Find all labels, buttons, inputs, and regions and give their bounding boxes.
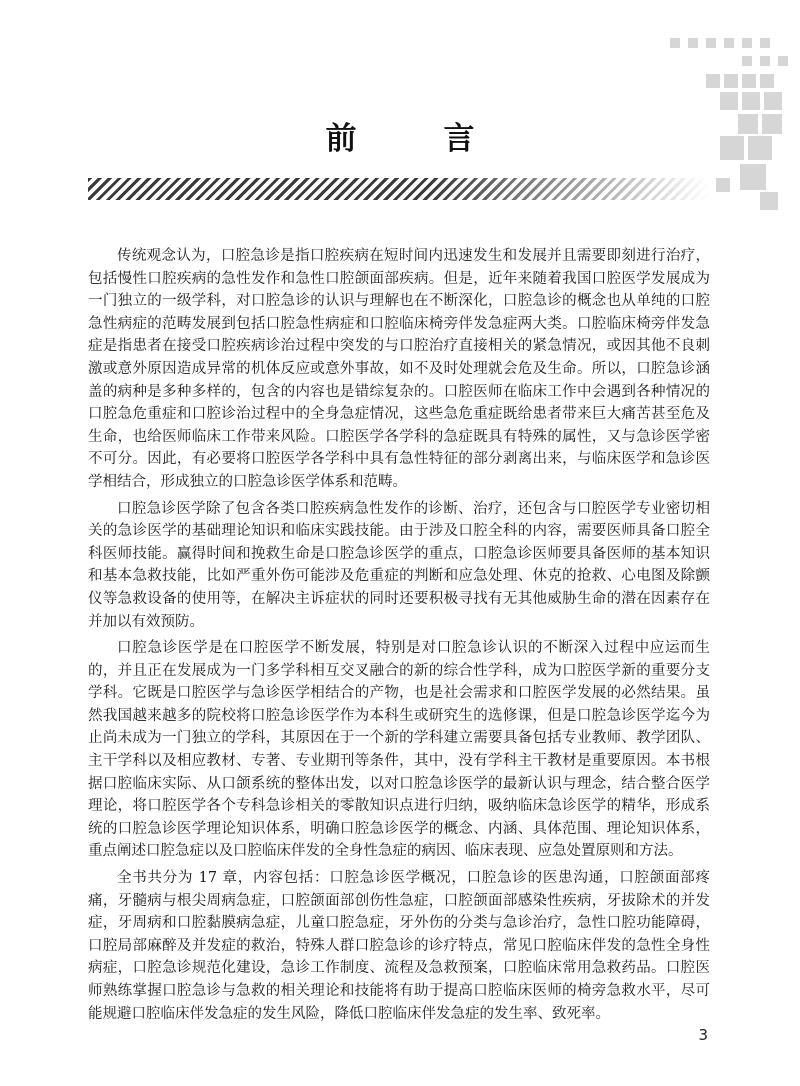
page-number: 3 — [698, 1026, 708, 1044]
decorative-square — [764, 92, 782, 110]
preface-body — [88, 245, 710, 1029]
paragraph: 全书共分为 17 章，内容包括：口腔急诊医学概况，口腔急诊的医患沟通，口腔颌面部疼痛，牙髓病与根尖周病急症，口腔颌面部创伤性急症，口腔颌面部感染性疾病，牙拔除术的并发症，牙周病和口腔黏膜病急症，儿童口腔急症，牙外伤的分类与急诊治疗，急性口腔功能障碍，口腔局部麻醉及并发症的救治，特殊人群口腔急诊的诊疗特点，常见口腔临床伴发的急性全身性病症，口腔急诊规范化建设，急诊工作制度、流程及急救预案，口腔临床常用急救药品。口腔医师熟练掌握口腔急诊与急救的相关理论和技能将有助于提高口腔临床医师的椅旁急救水平，尽可能规避口腔临床伴发急症的发生风险，降低口腔临床伴发急症的发生率、致死率。 — [88, 870, 710, 1022]
decorative-square — [740, 164, 766, 190]
decorative-square — [706, 74, 720, 88]
decorative-square — [716, 178, 730, 192]
decorative-square — [742, 38, 752, 48]
decorative-square — [760, 192, 778, 210]
decorative-square — [724, 74, 738, 88]
decorative-square — [670, 38, 680, 48]
decorative-square — [760, 74, 774, 88]
decorative-square — [760, 38, 770, 48]
decorative-square — [742, 74, 756, 88]
decorative-square — [742, 56, 752, 66]
decorative-square — [742, 92, 760, 110]
decorative-square — [688, 38, 698, 48]
decorative-square — [760, 56, 770, 66]
page-title: 前 言 — [325, 121, 503, 157]
paragraph: 口腔急诊医学除了包含各类口腔疾病急性发作的诊断、治疗，还包含与口腔医学专业密切相关的急诊医学的基础理论知识和临床实践技能。由于涉及口腔全科的内容，需要医师具备口腔全科医师技能。赢得时间和挽救生命是口腔急诊医学的重点，口腔急诊医师要具备医师的基本知识和基本急救技能，比如严重外伤可能涉及危重症的判断和应急处理、休克的抢救、心电图及除颤仪等急救设备的使用等，在解决主诉症状的同时还要积极寻找有无其他威胁生命的潜在因素存在并加以有效预防。 — [88, 500, 710, 630]
decorative-square — [706, 38, 716, 48]
title-hatched-band — [88, 178, 710, 200]
decorative-square — [724, 38, 734, 48]
paragraph: 传统观念认为，口腔急诊是指口腔疾病在短时间内迅速发生和发展并且需要即刻进行治疗，包括慢性口腔疾病的急性发作和急性口腔颌面部疾病。但是，近年来随着我国口腔医学发展成为一门独立的一级学科，对口腔急诊的认识与理解也在不断深化，口腔急诊的概念也从单纯的口腔急性病症的范畴发展到包括口腔急性病症和口腔临床椅旁伴发急症两大类。口腔临床椅旁伴发急症是指患者在接受口腔疾病诊治过程中突发的与口腔治疗直接相关的紧急情况，或因其他不良刺激或意外原因造成异常的机体反应或意外事故，如不及时处理就会危及生命。所以，口腔急诊涵盖的病种是多种多样的，包含的内容也是错综复杂的。口腔医师在临床工作中会遇到各种情况的口腔急危重症和口腔诊治过程中的全身急症情况，这些急危重症既给患者带来巨大痛苦甚至危及生命，也给医师临床工作带来风险。口腔医学各学科的急症既具有特殊的属性，又与急诊医学密不可分。因此，有必要将口腔医学各学科中具有急性特征的部分剥离出来，与临床医学和急诊医学相结合，形成独立的口腔急诊医学体系和范畴。 — [88, 248, 710, 490]
decorative-square — [720, 92, 738, 110]
paragraph: 口腔急诊医学是在口腔医学不断发展，特别是对口腔急诊认识的不断深入过程中应运而生的，并且正在发展成为一门多学科相互交叉融合的新的综合性学科，成为口腔医学新的重要分支学科。它既是口腔医学与急诊医学相结合的产物，也是社会需求和口腔医学发展的必然结果。虽然我国越来越多的院校将口腔急诊医学作为本科生或研究生的选修课，但是口腔急诊医学迄今为止尚未成为一门独立的学科，其原因在于一个新的学科建立需要具备包括专业教师、教学团队、主干学科以及相应教材、专著、专业期刊等条件，其中，没有学科主干教材是重要原因。本书根据口腔临床实际、从口颌系统的整体出发，以对口腔急诊医学的最新认识与理念，结合整合医学理论，将口腔医学各个专科急诊相关的零散知识点进行归纳，吸纳临床急诊医学的精华，形成系统的口腔急诊医学理论知识体系，明确口腔急诊医学的概念、内涵、具体范围、理论知识体系，重点阐述口腔急症以及口腔临床伴发的全身性急症的病因、临床表现、应急处置原则和方法。 — [88, 640, 710, 860]
decorative-square — [778, 56, 788, 66]
